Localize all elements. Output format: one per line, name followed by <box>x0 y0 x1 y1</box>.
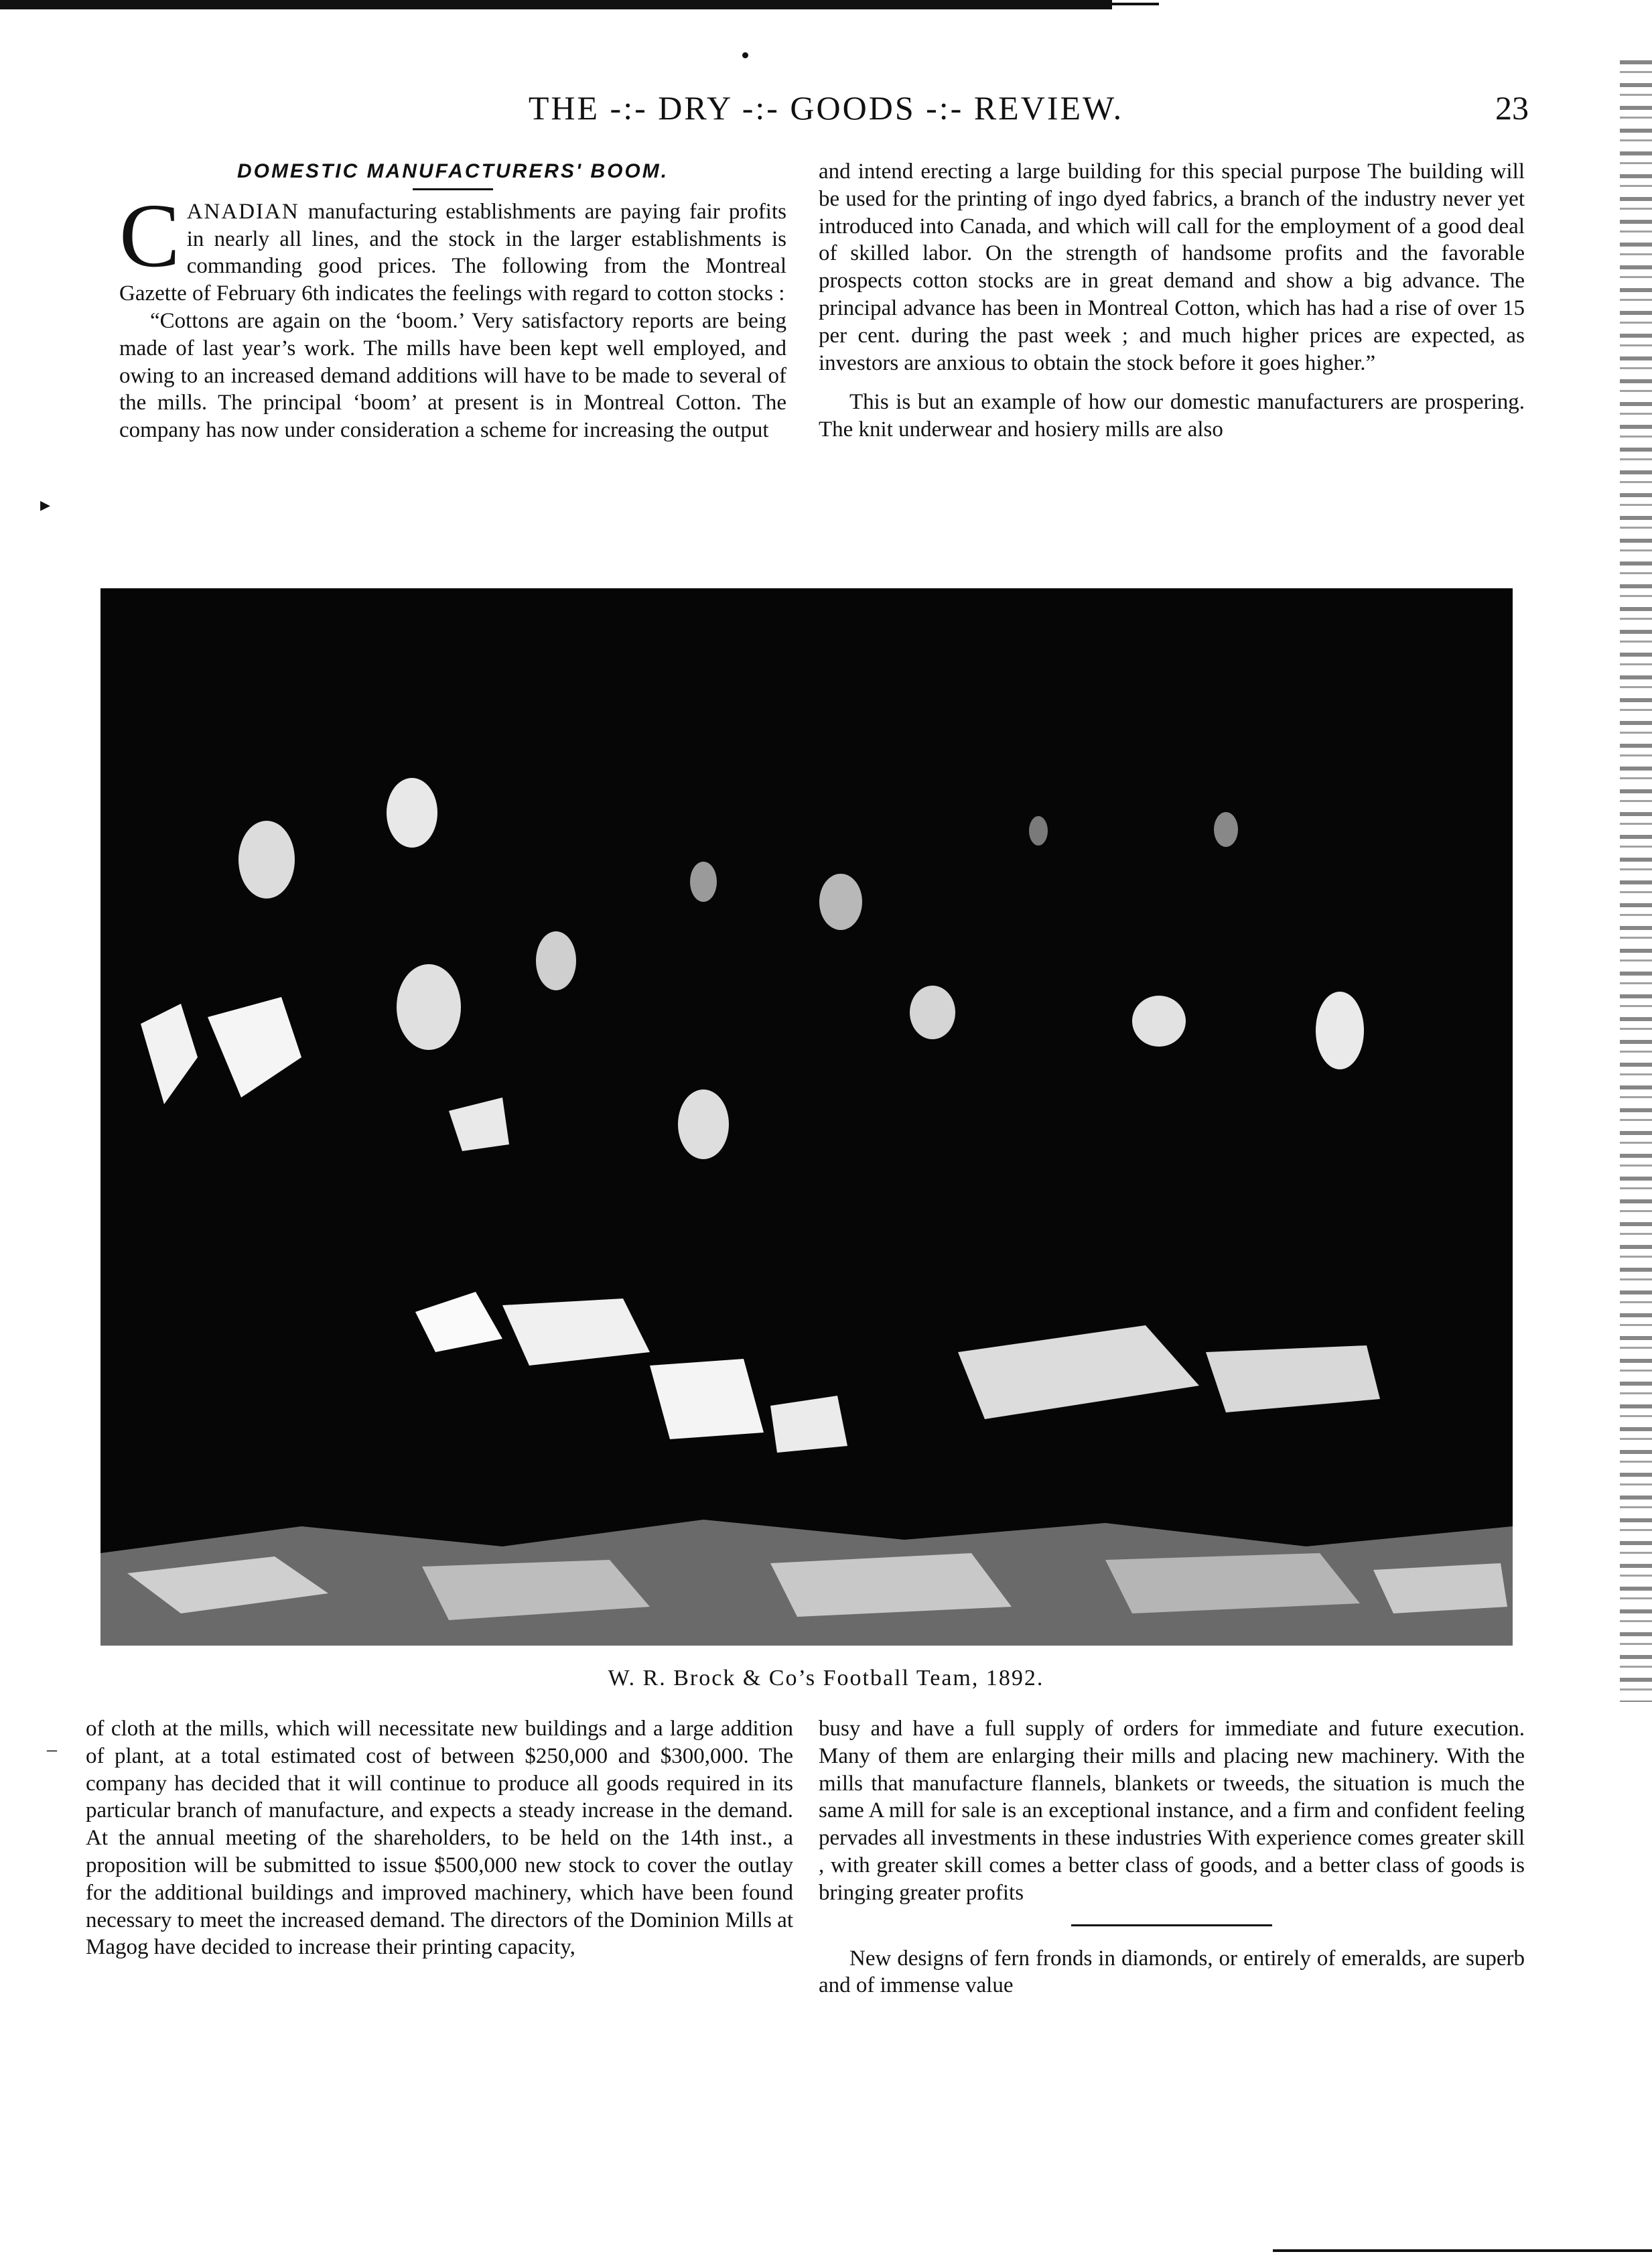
photo-figures <box>100 588 1513 1646</box>
bottom-border-rule <box>1273 2249 1652 2252</box>
lower-left-column <box>86 1715 793 1961</box>
photo-caption: W. R. Brock & Co’s Football Team, 1892. <box>608 1666 1044 1690</box>
page-number: 23 <box>1495 89 1529 127</box>
upper-right-column <box>819 158 1525 444</box>
article-paragraph-1 <box>119 185 786 308</box>
article-title: DOMESTIC MANUFACTURERS' BOOM. <box>236 160 669 182</box>
article-paragraph-6: busy and have a full supply of orders for immediate and future execution. Many of them are enlarging their mills and placing new machinery. With the mills that manufacture flannels, blankets or tweeds, the situation is much the same A mill for sale is an exceptional instance, and a firm and confident feeling pervades all investments in these industries With experience comes greater skill , with greater skill comes a better class of goods, and a better class of goods is bringing greater profits <box>819 1717 1525 1905</box>
jewelry-note: New designs of fern fronds in diamonds, or entirely of emeralds, are superb and of immense value <box>819 1946 1525 1998</box>
lead-in: ANADIAN <box>186 199 299 224</box>
article-paragraph-3: and intend erecting a large building for this special purpose The building will be used for the printing of ingo dyed fabrics, a branch of the industry never yet introduced into Canada, and which will call for the employment of a good deal of skilled labor. On the strength of handsome profits and the favorable prospects cotton stocks are in great demand and show a big advance. The principal advance has been in Montreal Cotton, which has had a rise of over 15 per cent. during the past week ; and much higher prices are expected, as investors are anxious to obtain the stock before it goes higher.” <box>819 159 1525 375</box>
title-underline <box>413 188 493 190</box>
drop-cap: C <box>119 185 180 286</box>
running-head: THE -:- DRY -:- GOODS -:- REVIEW. <box>528 89 1124 127</box>
upper-left-column <box>119 158 786 444</box>
article-paragraph-5: of cloth at the mills, which will necessitate new buildings and a large addition of plant, at a total estimated cost of between $250,000 and $300,000. The company has decided that it will continue to produce all goods required in its particular branch of manufacture, and expects a steady increase in the demand. At the annual meeting of the shareholders, to be held on the 14th inst., a proposition will be submitted to issue $500,000 new stock to cover the outlay for the additional buildings and improved machinery, which have been found necessary to meet the increased demand. The directors of the Dominion Mills at Magog have decided to increase their printing capacity, <box>86 1717 793 1960</box>
article-paragraph-4: This is but an example of how our domestic manufacturers are prospering. The knit underwear and hosiery mills are also <box>819 390 1525 442</box>
section-separator <box>1071 1924 1272 1926</box>
margin-mark-lower: – <box>47 1738 57 1760</box>
article-paragraph-2: “Cottons are again on the ‘boom.’ Very satisfactory reports are being made of last year’s work. The mills have been kept well employed, and owing to an increased demand additions will have to be made to several of the mills. The principal ‘boom’ at present is in Montreal Cotton. The company has now under consideration a scheme for increasing the output <box>119 308 786 443</box>
scan-edge-artifact <box>1620 60 1652 1702</box>
print-dot <box>742 52 748 58</box>
margin-mark-upper: ▸ <box>40 494 51 516</box>
team-photograph <box>100 588 1513 1646</box>
top-border-rule <box>0 0 1112 9</box>
lower-right-column <box>819 1715 1525 1999</box>
paragraph-1-text: manufacturing establishments are paying fair profits in nearly all lines, and the stock in the larger establishments is commanding good prices. The following from the Montreal Gazette of February 6th indicates the feelings with regard to cotton stocks : <box>119 199 786 306</box>
top-border-rule-tail <box>1112 3 1159 5</box>
